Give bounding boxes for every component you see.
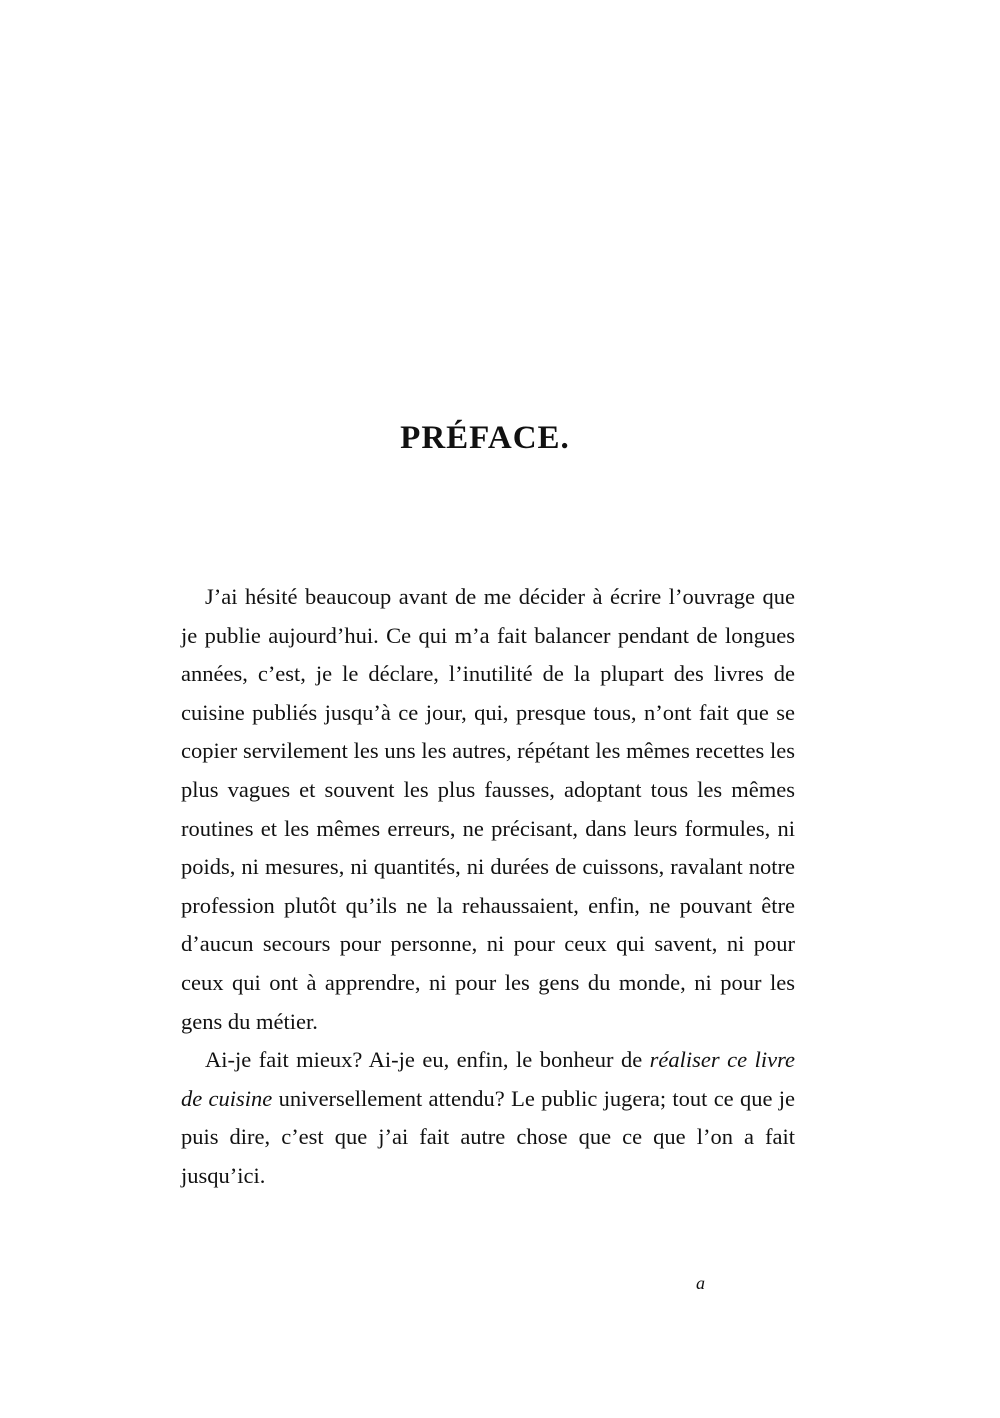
page-title: PRÉFACE.: [400, 420, 570, 456]
paragraph-2-text-end: universellement attendu? Le public jugera; tout ce que je puis dire, c’est que j’ai fait autre chose que ce que l’on a fait jusqu’ici.: [181, 1085, 795, 1188]
signature-mark: a: [696, 1273, 705, 1293]
paragraph-2-text-start: Ai-je fait mieux? Ai-je eu, enfin, le bonheur de: [205, 1047, 650, 1073]
preface-body: [181, 578, 795, 1196]
paragraph-2: [181, 1041, 795, 1195]
paragraph-1: J’ai hésité beaucoup avant de me décider à écrire l’ouvrage que je publie aujourd’hui. Ce qui m’a fait balancer pendant de longues années, c’est, je le déclare, l’inutilité de la plupart des livres de cuisine publiés jusqu’à ce jour, qui, presque tous, n’ont fait que se copier servilement les uns les autres, répétant les mêmes recettes les plus vagues et souvent les plus fausses, adoptant tous les mêmes routines et les mêmes erreurs, ne précisant, dans leurs formules, ni poids, ni mesures, ni quantités, ni durées de cuissons, ravalant notre profession plutôt qu’ils ne la rehaussaient, enfin, ne pouvant être d’aucun secours pour personne, ni pour ceux qui savent, ni pour ceux qui ont à apprendre, ni pour les gens du monde, ni pour les gens du métier.: [181, 584, 795, 1034]
paragraph-2-italic-phrase: réaliser ce livre de cuisine: [181, 1047, 795, 1111]
